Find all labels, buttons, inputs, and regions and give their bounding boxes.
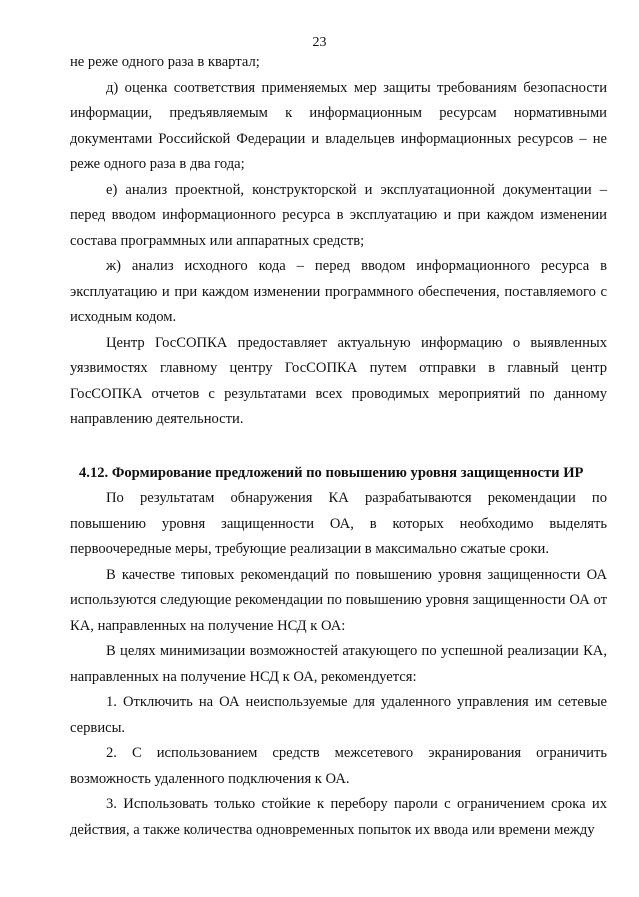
paragraph-typical-recommendations: В качестве типовых рекомендаций по повышению уровня защищенности ОА используются следующие рекомендации по повышению уровня защищенности ОА от КА, направленных на получение НСД к ОА: — [70, 566, 607, 634]
document-body — [70, 50, 607, 843]
paragraph-recommendations-intro: По результатам обнаружения КА разрабатываются рекомендации по повышению уровня защищенности ОА, в которых необходимо выделять первоочередные меры, требующие реализации в максимально сжатые сроки. — [70, 490, 607, 557]
section-spacer — [70, 433, 607, 461]
list-item-2: 2. С использованием средств межсетевого экранирования ограничить возможность удаленного подключения к ОА. — [70, 745, 607, 787]
paragraph-minimization: В целях минимизации возможностей атакующего по успешной реализации КА, направленных на получение НСД к ОА, рекомендуется: — [70, 643, 607, 685]
list-item-1: 1. Отключить на ОА неиспользуемые для удаленного управления им сетевые сервисы. — [70, 694, 607, 736]
paragraph-continuation: не реже одного раза в квартал; — [70, 54, 260, 70]
paragraph-gossopka-center: Центр ГосСОПКА предоставляет актуальную информацию о выявленных уязвимостях главному центру ГосСОПКА путем отправки в главный центр ГосСОПКА отчетов с результатами всех проводимых мероприятий по данному направлению деятельности. — [70, 334, 607, 427]
paragraph-item-zh: ж) анализ исходного кода – перед вводом информационного ресурса в эксплуатацию и при каждом изменении программного обеспечения, поставляемого с исходным кодом. — [70, 258, 607, 325]
paragraph-item-e: е) анализ проектной, конструкторской и эксплуатационной документации – перед вводом информационного ресурса в эксплуатацию и при каждом изменении состава программных или аппаратных средств; — [70, 181, 607, 249]
list-item-3: 3. Использовать только стойкие к перебору пароли с ограничением срока их действия, а также количества одновременных попыток их ввода или времени между — [70, 796, 607, 838]
section-heading: 4.12. Формирование предложений по повышению уровня защищенности ИР — [79, 464, 584, 481]
paragraph-item-d: д) оценка соответствия применяемых мер защиты требованиям безопасности информации, предъявляемым к информационным ресурсам нормативными документами Российской Федерации и владельцев информационных ресурсов – не реже одного раза в два года; — [70, 79, 607, 172]
page-number: 23 — [312, 35, 327, 50]
